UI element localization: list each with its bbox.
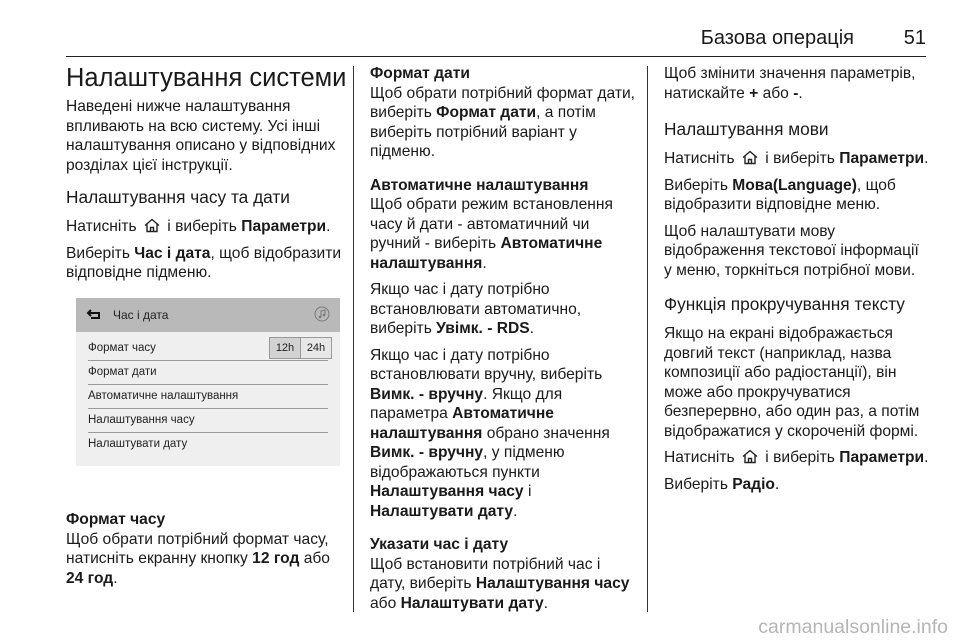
device-screenshot xyxy=(76,298,340,466)
text: . xyxy=(924,449,929,466)
text: , щоб відобразити відповідне підменю. xyxy=(66,244,342,281)
text: . xyxy=(543,594,549,612)
bold-term: Налаштувати дату xyxy=(370,502,514,520)
bold-term: Автоматичне налаштування xyxy=(370,235,603,272)
text: Виберіть xyxy=(66,244,130,262)
time-format-toggle[interactable] xyxy=(269,337,332,359)
bold-term: Параметри xyxy=(839,150,925,167)
screen-menu-list xyxy=(76,332,340,466)
text: . xyxy=(529,320,534,337)
text: . xyxy=(326,218,331,235)
paragraph xyxy=(66,530,348,589)
paragraph xyxy=(664,475,930,495)
bold-term: Вимк. - вручну xyxy=(370,385,484,403)
bold-term: 24 год xyxy=(66,569,114,587)
bold-term: Параметри xyxy=(241,218,327,235)
text: . xyxy=(113,569,118,587)
text: . xyxy=(774,475,780,493)
menu-item-time-format[interactable]: Формат часу xyxy=(88,342,156,354)
text: Виберіть xyxy=(664,475,728,493)
column-1-lower xyxy=(66,510,348,595)
text: Щоб обрати потрібний формат дати, виберіть xyxy=(370,84,636,121)
column-2 xyxy=(370,64,638,620)
text: або xyxy=(762,84,789,102)
header-rule xyxy=(66,56,926,57)
intro-text: Наведені нижче налаштування впливають на всю систему. Усі інші налаштування описано у відповідних розділах цієї інструкції. xyxy=(66,98,336,174)
paragraph: Щоб налаштувати мову відображення текстової інформації у меню, торкніться потрібної мови. xyxy=(664,222,919,279)
text: Щоб змінити значення параметрів, натискайте xyxy=(664,65,916,102)
menu-item-auto-set[interactable]: Автоматичне налаштування xyxy=(88,390,239,402)
menu-separator xyxy=(88,360,328,361)
paragraph xyxy=(664,64,930,103)
text: і виберіть xyxy=(765,449,835,466)
text: і виберіть xyxy=(167,218,237,235)
paragraph xyxy=(664,176,930,215)
subsection-title: Налаштування часу та дати xyxy=(66,187,290,207)
text: Виберіть xyxy=(664,176,728,194)
text: Якщо час і дату потрібно встановлювати вручну, виберіть xyxy=(370,346,603,383)
text: Натисніть xyxy=(664,449,735,466)
text: і xyxy=(527,483,532,500)
paragraph xyxy=(370,346,638,522)
format-12h-button[interactable]: 12h xyxy=(270,338,300,358)
paragraph xyxy=(664,448,930,468)
bold-term: Увімк. - RDS xyxy=(436,320,530,337)
text: Щоб обрати режим встановлення часу й дати - автоматичний чи ручний - виберіть xyxy=(370,196,613,252)
menu-item-set-date[interactable]: Налаштувати дату xyxy=(88,438,188,450)
text: або xyxy=(303,550,330,567)
text: . xyxy=(513,502,518,520)
subsection-title: Функція прокручування тексту xyxy=(664,294,905,314)
text: Щоб встановити потрібний час і дату, виберіть xyxy=(370,555,601,592)
bold-term: Формат дати xyxy=(436,104,537,121)
section-title: Налаштування системи xyxy=(66,64,347,92)
bold-term: Налаштувати дату xyxy=(400,594,544,612)
back-arrow-icon[interactable] xyxy=(85,306,103,324)
paragraph xyxy=(370,84,638,162)
bold-term: Мова(Language) xyxy=(732,176,857,194)
subsection-title: Формат часу xyxy=(66,511,166,528)
screen-title: Час і дата xyxy=(113,308,169,322)
bold-term: Час і дата xyxy=(134,244,211,262)
paragraph xyxy=(370,280,638,339)
menu-separator xyxy=(88,408,328,409)
text: . xyxy=(482,254,487,272)
home-icon xyxy=(741,449,759,464)
paragraph xyxy=(66,217,348,237)
bold-term: Налаштування часу xyxy=(475,575,630,592)
paragraph xyxy=(66,244,348,283)
column-divider xyxy=(647,66,648,612)
text: і виберіть xyxy=(765,150,835,167)
bold-term: Параметри xyxy=(839,449,925,466)
text: обрано значення xyxy=(486,424,610,442)
column-3 xyxy=(664,64,930,501)
page-header xyxy=(66,22,926,52)
text: або xyxy=(370,594,397,612)
subsection-title: Налаштування мови xyxy=(664,119,829,139)
bold-term: Автоматичне налаштування xyxy=(370,405,554,442)
column-divider xyxy=(353,66,354,612)
subsection-title: Указати час і дату xyxy=(370,536,509,553)
home-icon xyxy=(143,218,161,233)
text: Якщо час і дату потрібно встановлювати автоматично, виберіть xyxy=(370,281,582,337)
menu-separator xyxy=(88,432,328,433)
paragraph xyxy=(664,149,930,169)
bold-term: Вимк. - вручну xyxy=(370,444,484,461)
text: Натисніть xyxy=(66,218,137,235)
text: , у підменю відображаються пункти xyxy=(370,444,565,481)
music-note-icon xyxy=(314,306,330,322)
text: . xyxy=(924,150,929,167)
text: Щоб обрати потрібний формат часу, натисніть екранну кнопку xyxy=(66,530,329,567)
menu-separator xyxy=(88,384,328,385)
menu-item-set-time[interactable]: Налаштування часу xyxy=(88,414,195,426)
bold-term: 12 год xyxy=(252,550,300,567)
paragraph: Якщо на екрані відображається довгий текст (наприклад, назва композиції або радіостанції), він може або прокручуватися безперервно, або один раз, а потім відображатися у скороченій формі. xyxy=(664,325,920,440)
subsection-title: Формат дати xyxy=(370,65,470,82)
page-title: Базова операція xyxy=(700,27,854,49)
text: , щоб відобразити відповідне меню. xyxy=(664,176,896,213)
text: . Якщо для параметра xyxy=(370,385,563,422)
screen-title-bar xyxy=(76,298,340,332)
page-number: 51 xyxy=(903,27,926,49)
bold-term: Налаштування часу xyxy=(370,483,524,500)
paragraph xyxy=(370,195,638,273)
subsection-title: Автоматичне налаштування xyxy=(370,176,589,194)
home-icon xyxy=(741,150,759,165)
bold-term: Радіо xyxy=(732,475,775,493)
column-1 xyxy=(66,64,348,290)
menu-item-date-format[interactable]: Формат дати xyxy=(88,366,157,378)
bold-term: + xyxy=(749,84,759,102)
text: , а потім виберіть потрібний варіант у підменю. xyxy=(370,104,596,160)
text: . xyxy=(798,84,803,102)
bold-term: - xyxy=(793,84,799,102)
format-24h-button[interactable]: 24h xyxy=(300,338,331,358)
paragraph xyxy=(370,555,638,614)
text: Натисніть xyxy=(664,150,735,167)
watermark: carmanualsonline.info xyxy=(758,616,948,638)
